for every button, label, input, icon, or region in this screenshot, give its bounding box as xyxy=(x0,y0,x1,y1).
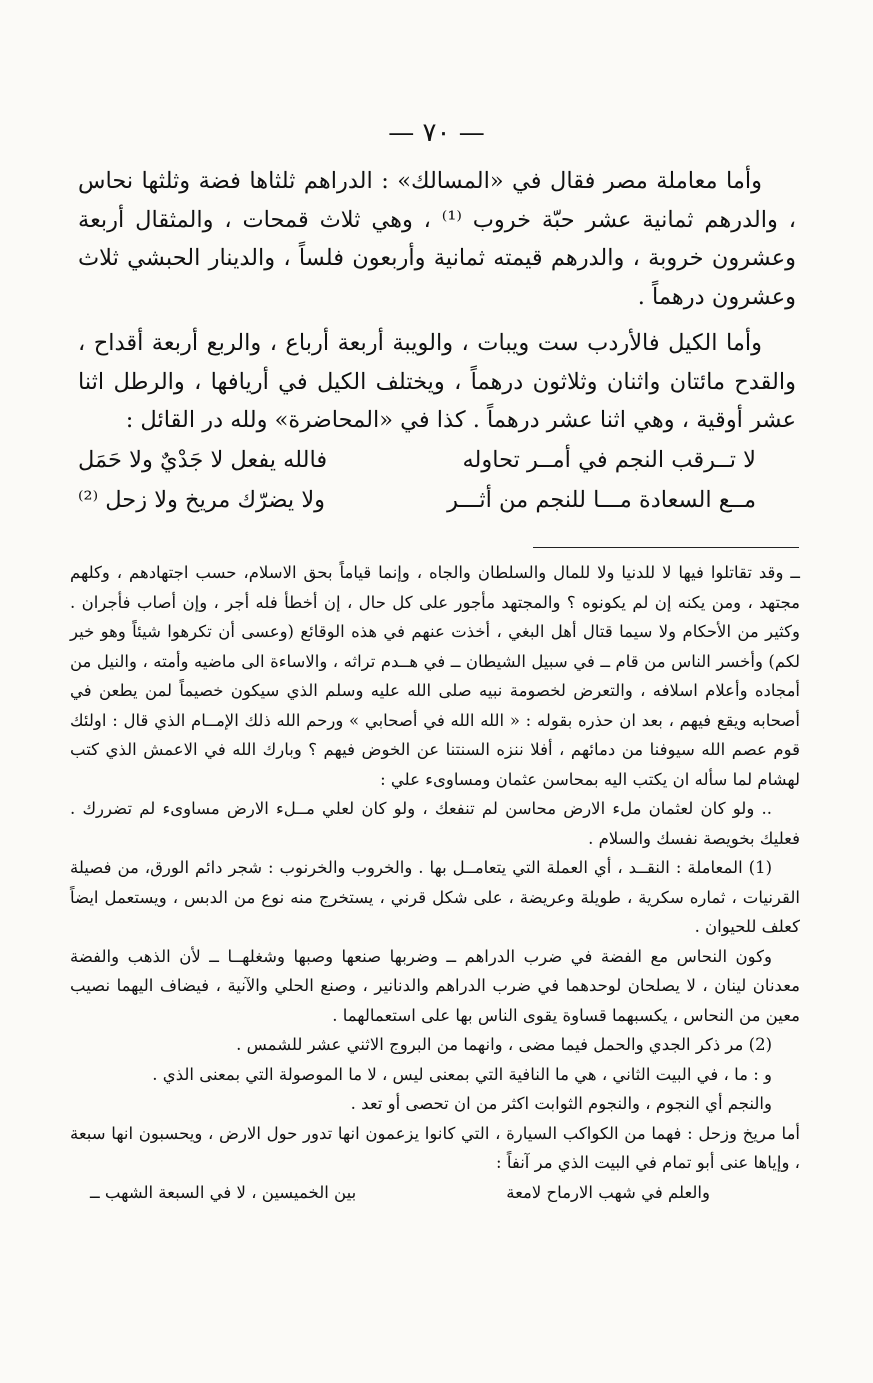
footnote-separator xyxy=(533,547,799,548)
paragraph-coinage: وأما معاملة مصر فقال في «المسالك» : الدراهم ثلثاها فضة وثلثها نحاس ، والدرهم ثمانية عشر حبّة خروب ⁽¹⁾ ، وهي ثلاث قمحات ، والمثقال أربعة وعشرون خروبة ، والدرهم قيمته ثمانية وأربعون فلساً ، والدينار الحبشي ثلاث وعشرون درهماً . xyxy=(78,168,796,310)
verse-2-second-hemistich: ولا يضرّك مريخ ولا زحل ⁽²⁾ xyxy=(78,486,326,513)
footnote-2-planets: أما مريخ وزحل : فهما من الكواكب السيارة ، التي كانوا يزعمون انها تدور حول الارض ، ويحسبون انها سبعة ، وإياها عنى أبو تمام في البيت الذي مر آنفاً : xyxy=(70,1123,800,1172)
footnote-continuation: ــ وقد تقاتلوا فيها لا للدنيا ولا للمال والسلطان والجاه ، وإنما قياماً بحق الاسلام، حسب اجتهادهم ، وكلهم مجتهد ، ومن يكنه إن لم يكونوه ؟ والمجتهد مأجور على كل حال ، إن أخطأ فله أجر ، وإن أصاب فأجران . وكثير من الأحكام ولا سيما قتال أهل البغي ، أخذت عنهم في هذه الوقائع (وعسى أن تكرهوا شيئاً وهو خير لكم) وأخسر الناس من قام ــ في سبيل الشيطان ــ في هــدم تراثه ، والاساءة الى ماضيه وأمته ، والنيل من أمجاده وأعلام اسلافه ، والتعرض لخصومة نبيه صلى الله عليه وسلم الذي سيكون خصيماً لمن يطعن في أصحابه ويقع فيهم ، بعد ان حذره بقوله : « الله الله في أصحابي » ورحم الله ذلك الإمــام الذي قال : اولئك قوم عصم الله سيوفنا من دمائهم ، أفلا ننزه السنتنا عن الخوض فيهم ؟ وبارك الله في الاعمش الذي كتب لهشام لما سأله ان يكتب اليه بمحاسن عثمان ومساوىء علي : xyxy=(70,563,800,789)
footnote-2-najm: والنجم أي النجوم ، والنجوم الثوابت اكثر من ان تحصى أو تعد . xyxy=(350,1094,772,1113)
paragraph-measures: وأما الكيل فالأردب ست ويبات ، والويبة أربعة أرباع ، والربع أربعة أقداح ، والقدح مائتان واثنان وثلاثون درهماً ، ويختلف الكيل في أريافها ، والرطل اثنا عشر أوقية ، وهي اثنا عشر درهماً . كذا في «المحاضرة» ولله در القائل : xyxy=(78,330,796,433)
footnote-verse-first: والعلم في شهب الارماح لامعة xyxy=(506,1182,710,1202)
main-text xyxy=(78,162,796,520)
footnotes xyxy=(70,558,800,1207)
verse-1-first-hemistich: لا تــرقب النجم في أمــر تحاوله xyxy=(462,446,756,473)
footnote-1-continued: وكون النحاس مع الفضة في ضرب الدراهم ــ وضربها صنعها وصبها وشغلهــا ــ لأن الذهب والفضة معدنان لينان ، لا يصلحان لوحدهما في ضرب الدراهم والدنانير ، وصنع الحلي والآنية ، فيضاف اليهما نصيب معين من النحاس ، يكسبهما قساوة يقوى الناس بها على استعمالهما . xyxy=(70,946,800,1025)
footnote-1: (1) المعاملة : النقــد ، أي العملة التي يتعامــل بها . والخروب والخرنوب : شجر دائم الورق، من فصيلة القرنيات ، ثماره سكرية ، طويلة وعريضة ، على شكل قرني ، يستخرج منه نوع من الدبس ، ويستعمل ايضاً كعلف للحيوان . xyxy=(70,858,800,936)
footnote-verse xyxy=(70,1178,800,1208)
verse-line-2 xyxy=(78,480,796,520)
footnote-quote: .. ولو كان لعثمان ملء الارض محاسن لم تنفعك ، ولو كان لعلي مــلء الارض مساوىء لم تضررك . فعليك بخويصة نفسك والسلام . xyxy=(70,799,800,848)
footnote-verse-second: بين الخميسين ، لا في السبعة الشهب ــ xyxy=(90,1182,357,1202)
verse-2-first-hemistich: مــع السعادة مـــا للنجم من أثـــر xyxy=(447,486,756,513)
footnote-2: (2) مر ذكر الجدي والحمل فيما مضى ، وانهما من البروج الاثني عشر للشمس . xyxy=(236,1035,772,1054)
verse-1-second-hemistich: فالله يفعل لا جَدْيٌ ولا حَمَل xyxy=(78,446,328,473)
page-number: — ٧٠ — xyxy=(388,118,485,148)
footnote-2-ma: و : ما ، في البيت الثاني ، هي ما النافية التي بمعنى ليس ، لا ما الموصولة التي بمعنى الذي . xyxy=(152,1064,772,1084)
verse-line-1 xyxy=(78,440,796,480)
